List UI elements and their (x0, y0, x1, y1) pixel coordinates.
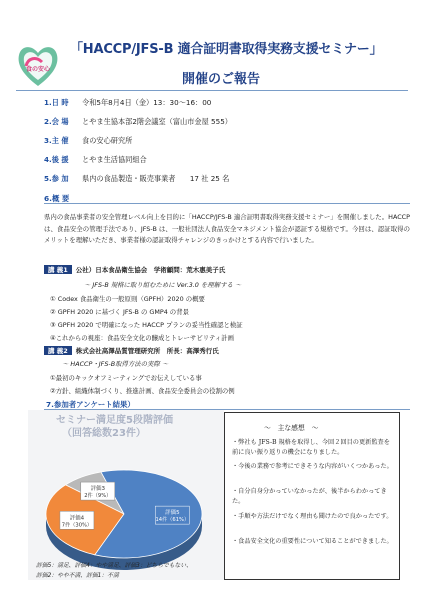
lecture1-item: ② GPFH 2020 に基づく JFS-B の GMP4 の背景 (50, 308, 189, 316)
info-value: とやま生活協同組合 (82, 155, 147, 164)
logo (16, 40, 60, 90)
summary-heading: 6.概 要 (44, 194, 70, 203)
survey-heading: 7.参加者アンケート結果） (46, 400, 135, 409)
pie-label-value: 2件（9%） (84, 493, 112, 500)
lecture1-item: ④これからの視座：食品安全文化の醸成とトレーサビリティ計画 (50, 334, 235, 342)
lecture2-badge: 講 義2 (44, 346, 72, 355)
chart-legend-line: 評価5：満足、評価4：やや満足、評価3：どちらでもない、 (36, 563, 192, 569)
impression-item: ・手順や方法だけでなく理由も聞けたので良かったです。 (232, 513, 393, 520)
info-value: 食の安心研究所 (82, 136, 133, 145)
pie-label-category: 評価5 (165, 510, 180, 517)
info-label: 4.後 援 (44, 155, 69, 164)
lecture1-badge: 講 義1 (44, 265, 72, 274)
lecture1-org: 公社）日本食品衛生協会 学術顧問：荒木惠美子氏 (75, 266, 226, 274)
chart-title: セミナー満足度5段階評価 (56, 415, 173, 426)
lecture2-header (44, 346, 219, 355)
logo-text: 食の安心 (25, 66, 51, 73)
pie-label-評価5 (155, 506, 189, 524)
summary-text: 県内の食品事業者の安全管理レベル向上を目的に「HACCP/JFS-B 適合証明書取得実務支援セミナー」を開催しました。HACCP は、食品安全の管理手法であり、JFS-B は、一般社団法人食品安全マネジメント協会が認証する規格です。今回は、認証取得のメリットを理解いただき、事業者様の認証取得チャレンジのきっかけとする内容で行いました。 (44, 213, 410, 244)
info-row-participants (44, 174, 229, 184)
info-row-date (44, 98, 211, 108)
pie-label-category: 評価3 (90, 486, 106, 493)
info-value: 令和5年8月4日（金）13：30～16：00 (82, 98, 212, 107)
pie-label-評価4 (60, 511, 94, 529)
info-value: 県内の食品製造・販売事業者 17 社 25 名 (82, 174, 230, 183)
impression-item: ・自分自身分かっていなかったが、後半からわかってきた。 (232, 488, 387, 505)
info-label: 2.会 場 (44, 117, 69, 126)
lecture2-item: ②方針、組織体制づくり、推進計画、食品安全委員会の役割の例 (50, 387, 235, 395)
impression-item: ・弊社も JFS-B 規格を取得し、今回２回目の更新監査を前に良い振り返りの機会になりました。 (232, 439, 390, 456)
section-divider (44, 203, 410, 204)
lecture2-subtitle: ～ HACCP・JFS-B取得方法の実際 ～ (62, 360, 169, 368)
impressions-title: ～ 主な感想 ～ (264, 424, 319, 432)
lecture1-header (44, 265, 225, 274)
chart-legend-line: 評価2：やや不満、評価1：不満 (36, 573, 119, 579)
impression-item: ・今後の業務で参考にできそうな内容がいくつかあった。 (232, 463, 393, 470)
lecture1-item: ① Codex 食品衛生の一般原則（GPFH）2020 の概要 (50, 295, 205, 303)
page-subtitle: 開催のご報告 (182, 72, 261, 87)
info-row-organizer (44, 136, 132, 146)
pie-label-value: 14件（61%） (155, 517, 190, 524)
header-divider (16, 90, 408, 91)
chart-subtitle: （回答総数23件） (62, 428, 146, 439)
info-label: 3.主 催 (44, 136, 69, 145)
pie-label-value: 7件（30%） (61, 522, 93, 529)
impression-item: ・食品安全文化の重要性について知ることができました。 (232, 538, 393, 545)
lecture2-item: ①最初のキックオフミーティングでお伝えしている事 (50, 374, 202, 382)
lecture1-item: ③ GPFH 2020 で明確になった HACCP プランの妥当性確認と検証 (50, 321, 243, 329)
pie-label-category: 評価4 (69, 515, 85, 522)
info-label: 1.日 時 (44, 98, 69, 107)
pie-label-評価3 (81, 482, 115, 500)
lecture2-org: 株式会社高澤品質管理研究所 所長：高澤秀行氏 (75, 347, 219, 355)
info-row-venue (44, 117, 232, 127)
page-title: 「HACCP/JFS-B 適合証明書取得実務支援セミナー」 (70, 42, 383, 57)
info-row-sponsor (44, 155, 147, 165)
info-label: 5.参 加 (44, 174, 69, 183)
info-value: とやま生協本部2階会議室（富山市金屋 555） (82, 117, 232, 126)
lecture1-subtitle: ～ JFS-B 規格に取り組むために Ver.3.0 を理解する ～ (84, 281, 242, 289)
